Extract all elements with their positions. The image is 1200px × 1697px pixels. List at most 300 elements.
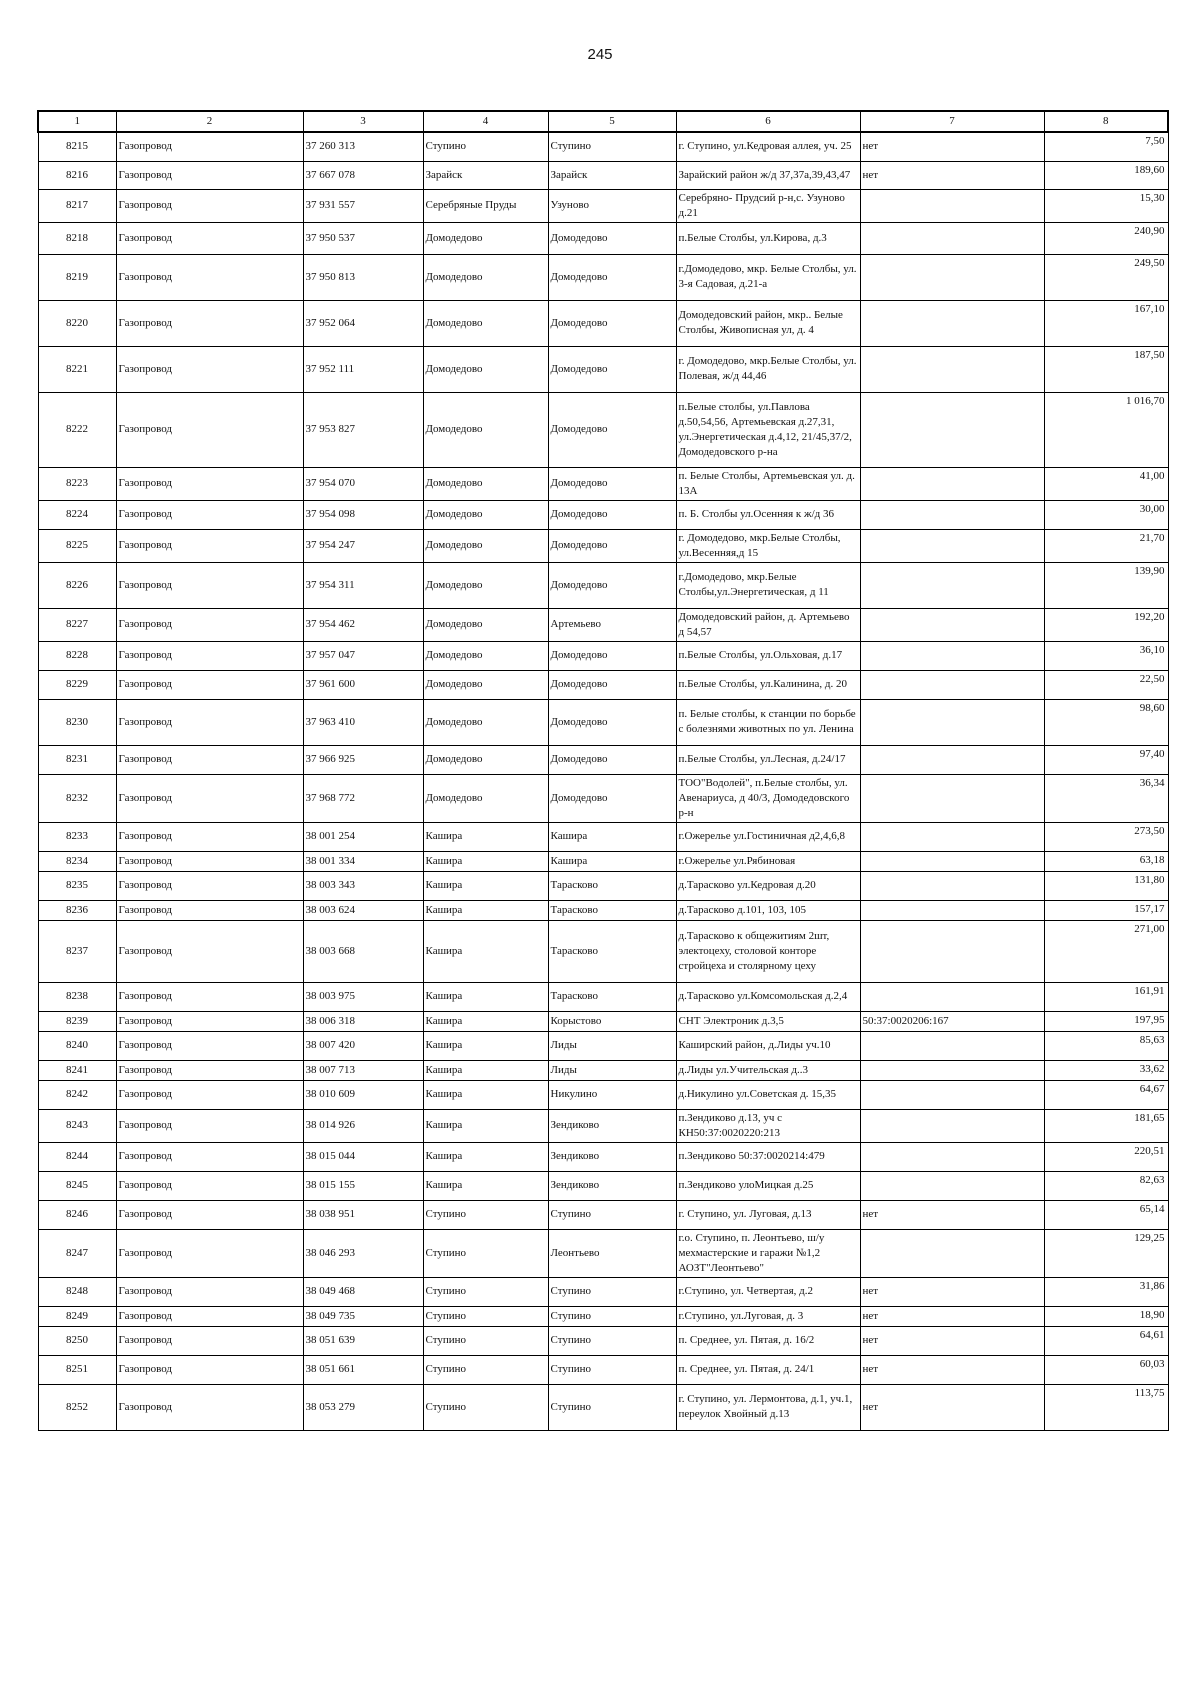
cell-object-type: Газопровод (116, 132, 303, 161)
cell-address: д.Тарасково д.101, 103, 105 (676, 900, 860, 920)
cell-value: 33,62 (1044, 1060, 1168, 1080)
cell-value: 65,14 (1044, 1200, 1168, 1229)
cell-object-type: Газопровод (116, 392, 303, 467)
cell-object-type: Газопровод (116, 1171, 303, 1200)
cell-cadastral-note (860, 871, 1044, 900)
cell-object-code: 38 006 318 (303, 1011, 423, 1031)
cell-object-code: 38 051 661 (303, 1355, 423, 1384)
cell-locality: Зендиково (548, 1109, 676, 1142)
cell-object-type: Газопровод (116, 699, 303, 745)
table-row (38, 500, 1168, 529)
cell-address: п.Зендиково д.13, уч с КН50:37:0020220:213 (676, 1109, 860, 1142)
cell-object-type: Газопровод (116, 1384, 303, 1430)
header-cell-1: 1 (38, 111, 116, 132)
cell-district: Зарайск (423, 161, 548, 189)
cell-address: Домодедовский район, мкр.. Белые Столбы, Живописная ул, д. 4 (676, 300, 860, 346)
cell-object-code: 37 954 070 (303, 467, 423, 500)
cell-locality: Тарасково (548, 871, 676, 900)
cell-address: г. Домодедово, мкр.Белые Столбы, ул. Полевая, ж/д 44,46 (676, 346, 860, 392)
cell-object-type: Газопровод (116, 500, 303, 529)
cell-object-code: 38 015 044 (303, 1142, 423, 1171)
cell-row-number: 8220 (38, 300, 116, 346)
cell-object-type: Газопровод (116, 346, 303, 392)
cell-object-code: 38 049 468 (303, 1277, 423, 1306)
cell-address: г.Ожерелье ул.Гостиничная д2,4,6,8 (676, 822, 860, 851)
table-row (38, 346, 1168, 392)
cell-row-number: 8216 (38, 161, 116, 189)
table-row (38, 822, 1168, 851)
cell-address: п.Белые столбы, ул.Павлова д.50,54,56, Артемьевская д.27,31, ул.Энергетическая д.4,12, 21/45,37/2, Домодедовского р-на (676, 392, 860, 467)
cell-cadastral-note (860, 822, 1044, 851)
cell-locality: Лиды (548, 1060, 676, 1080)
cell-address: п. Белые Столбы, Артемьевская ул. д. 13А (676, 467, 860, 500)
cell-object-code: 38 046 293 (303, 1229, 423, 1277)
table-row (38, 300, 1168, 346)
cell-value: 192,20 (1044, 608, 1168, 641)
table-row (38, 851, 1168, 871)
table-row (38, 1384, 1168, 1430)
cell-cadastral-note (860, 300, 1044, 346)
cell-value: 131,80 (1044, 871, 1168, 900)
cell-value: 21,70 (1044, 529, 1168, 562)
cell-cadastral-note: нет (860, 1200, 1044, 1229)
cell-cadastral-note (860, 467, 1044, 500)
cell-object-type: Газопровод (116, 1229, 303, 1277)
cell-locality: Домодедово (548, 346, 676, 392)
cell-object-type: Газопровод (116, 641, 303, 670)
cell-address: п.Зендиково 50:37:0020214:479 (676, 1142, 860, 1171)
cell-locality: Ступино (548, 1355, 676, 1384)
cell-row-number: 8221 (38, 346, 116, 392)
table-row (38, 900, 1168, 920)
cell-value: 63,18 (1044, 851, 1168, 871)
cell-cadastral-note (860, 1171, 1044, 1200)
cell-row-number: 8251 (38, 1355, 116, 1384)
cell-object-code: 38 001 334 (303, 851, 423, 871)
cell-locality: Домодедово (548, 500, 676, 529)
cell-district: Домодедово (423, 641, 548, 670)
cell-object-type: Газопровод (116, 1326, 303, 1355)
cell-value: 129,25 (1044, 1229, 1168, 1277)
cell-object-type: Газопровод (116, 189, 303, 222)
cell-value: 197,95 (1044, 1011, 1168, 1031)
table-row (38, 1229, 1168, 1277)
cell-district: Домодедово (423, 608, 548, 641)
table-row (38, 1326, 1168, 1355)
cell-locality: Тарасково (548, 920, 676, 982)
cell-district: Ступино (423, 1384, 548, 1430)
cell-object-type: Газопровод (116, 1080, 303, 1109)
cell-object-type: Газопровод (116, 562, 303, 608)
table-row (38, 670, 1168, 699)
cell-row-number: 8245 (38, 1171, 116, 1200)
table-row (38, 1355, 1168, 1384)
table-body (38, 132, 1168, 1430)
cell-district: Ступино (423, 1306, 548, 1326)
cell-row-number: 8231 (38, 745, 116, 774)
cell-locality: Домодедово (548, 300, 676, 346)
cell-object-code: 38 003 624 (303, 900, 423, 920)
cell-value: 18,90 (1044, 1306, 1168, 1326)
table-row (38, 1200, 1168, 1229)
cell-object-type: Газопровод (116, 1277, 303, 1306)
cell-row-number: 8223 (38, 467, 116, 500)
cell-district: Кашира (423, 1080, 548, 1109)
cell-locality: Зарайск (548, 161, 676, 189)
cell-cadastral-note (860, 699, 1044, 745)
cell-object-code: 38 053 279 (303, 1384, 423, 1430)
cell-value: 85,63 (1044, 1031, 1168, 1060)
cell-object-code: 38 007 713 (303, 1060, 423, 1080)
cell-row-number: 8242 (38, 1080, 116, 1109)
table-row (38, 641, 1168, 670)
cell-district: Домодедово (423, 254, 548, 300)
cell-cadastral-note (860, 1109, 1044, 1142)
table-row (38, 467, 1168, 500)
cell-cadastral-note: нет (860, 1355, 1044, 1384)
cell-object-code: 37 966 925 (303, 745, 423, 774)
cell-value: 1 016,70 (1044, 392, 1168, 467)
cell-district: Домодедово (423, 529, 548, 562)
table-row (38, 1306, 1168, 1326)
cell-cadastral-note (860, 920, 1044, 982)
cell-address: г. Ступино, ул. Луговая, д.13 (676, 1200, 860, 1229)
cell-district: Домодедово (423, 500, 548, 529)
cell-district: Ступино (423, 1355, 548, 1384)
cell-row-number: 8233 (38, 822, 116, 851)
cell-value: 113,75 (1044, 1384, 1168, 1430)
cell-object-code: 37 952 064 (303, 300, 423, 346)
cell-address: г. Домодедово, мкр.Белые Столбы, ул.Весенняя,д 15 (676, 529, 860, 562)
cell-row-number: 8234 (38, 851, 116, 871)
registry-table (37, 110, 1169, 1431)
cell-locality: Домодедово (548, 529, 676, 562)
cell-district: Домодедово (423, 745, 548, 774)
cell-cadastral-note (860, 1142, 1044, 1171)
cell-locality: Зендиково (548, 1142, 676, 1171)
cell-object-code: 38 001 254 (303, 822, 423, 851)
cell-cadastral-note: нет (860, 1306, 1044, 1326)
cell-cadastral-note: нет (860, 1277, 1044, 1306)
cell-address: п. Белые столбы, к станции по борьбе с болезнями животных по ул. Ленина (676, 699, 860, 745)
cell-object-code: 37 950 537 (303, 222, 423, 254)
cell-row-number: 8217 (38, 189, 116, 222)
table-row (38, 161, 1168, 189)
cell-district: Кашира (423, 1011, 548, 1031)
cell-object-type: Газопровод (116, 467, 303, 500)
cell-row-number: 8219 (38, 254, 116, 300)
cell-object-code: 38 015 155 (303, 1171, 423, 1200)
table-row (38, 871, 1168, 900)
cell-locality: Узуново (548, 189, 676, 222)
cell-cadastral-note (860, 529, 1044, 562)
cell-value: 60,03 (1044, 1355, 1168, 1384)
cell-district: Серебряные Пруды (423, 189, 548, 222)
cell-address: д.Тарасково ул.Кедровая д.20 (676, 871, 860, 900)
table-row (38, 1171, 1168, 1200)
table-row (38, 1142, 1168, 1171)
cell-cadastral-note (860, 346, 1044, 392)
cell-cadastral-note (860, 562, 1044, 608)
header-row (38, 111, 1168, 132)
header-cell-2: 2 (116, 111, 303, 132)
cell-locality: Домодедово (548, 699, 676, 745)
cell-cadastral-note (860, 254, 1044, 300)
cell-cadastral-note: 50:37:0020206:167 (860, 1011, 1044, 1031)
cell-object-type: Газопровод (116, 608, 303, 641)
cell-object-type: Газопровод (116, 300, 303, 346)
cell-district: Домодедово (423, 300, 548, 346)
cell-row-number: 8241 (38, 1060, 116, 1080)
cell-address: г.Ожерелье ул.Рябиновая (676, 851, 860, 871)
cell-row-number: 8215 (38, 132, 116, 161)
cell-object-type: Газопровод (116, 851, 303, 871)
cell-object-type: Газопровод (116, 822, 303, 851)
cell-address: г.Домодедово, мкр.Белые Столбы,ул.Энергетическая, д 11 (676, 562, 860, 608)
cell-locality: Ступино (548, 1384, 676, 1430)
cell-row-number: 8236 (38, 900, 116, 920)
cell-address: д.Тарасково ул.Комсомольская д.2,4 (676, 982, 860, 1011)
cell-row-number: 8226 (38, 562, 116, 608)
cell-object-code: 37 260 313 (303, 132, 423, 161)
cell-district: Ступино (423, 1326, 548, 1355)
table-row (38, 920, 1168, 982)
cell-row-number: 8218 (38, 222, 116, 254)
cell-cadastral-note (860, 222, 1044, 254)
header-cell-7: 7 (860, 111, 1044, 132)
cell-object-type: Газопровод (116, 670, 303, 699)
cell-locality: Артемьево (548, 608, 676, 641)
cell-object-code: 37 931 557 (303, 189, 423, 222)
cell-object-type: Газопровод (116, 774, 303, 822)
cell-locality: Ступино (548, 1277, 676, 1306)
header-cell-4: 4 (423, 111, 548, 132)
cell-object-code: 38 051 639 (303, 1326, 423, 1355)
cell-address: Серебряно- Прудсий р-н,с. Узуново д.21 (676, 189, 860, 222)
table-row (38, 1080, 1168, 1109)
cell-row-number: 8244 (38, 1142, 116, 1171)
header-cell-5: 5 (548, 111, 676, 132)
cell-locality: Домодедово (548, 222, 676, 254)
cell-object-type: Газопровод (116, 1109, 303, 1142)
cell-address: п. Среднее, ул. Пятая, д. 16/2 (676, 1326, 860, 1355)
cell-object-type: Газопровод (116, 1060, 303, 1080)
cell-object-type: Газопровод (116, 1142, 303, 1171)
table-row (38, 1031, 1168, 1060)
cell-value: 181,65 (1044, 1109, 1168, 1142)
cell-row-number: 8252 (38, 1384, 116, 1430)
cell-row-number: 8225 (38, 529, 116, 562)
cell-district: Кашира (423, 900, 548, 920)
cell-address: Каширский район, д.Лиды уч.10 (676, 1031, 860, 1060)
cell-address: г.Домодедово, мкр. Белые Столбы, ул. 3-я Садовая, д.21-а (676, 254, 860, 300)
cell-locality: Леонтьево (548, 1229, 676, 1277)
cell-object-type: Газопровод (116, 1306, 303, 1326)
table-row (38, 1109, 1168, 1142)
cell-cadastral-note (860, 1060, 1044, 1080)
cell-object-code: 37 667 078 (303, 161, 423, 189)
cell-district: Домодедово (423, 774, 548, 822)
table-row (38, 254, 1168, 300)
cell-object-code: 37 968 772 (303, 774, 423, 822)
cell-value: 97,40 (1044, 745, 1168, 774)
cell-value: 64,61 (1044, 1326, 1168, 1355)
cell-address: г. Ступино, ул.Кедровая аллея, уч. 25 (676, 132, 860, 161)
cell-object-code: 38 003 343 (303, 871, 423, 900)
cell-value: 22,50 (1044, 670, 1168, 699)
cell-row-number: 8229 (38, 670, 116, 699)
cell-object-type: Газопровод (116, 900, 303, 920)
table-row (38, 699, 1168, 745)
cell-address: п. Б. Столбы ул.Осенняя к ж/д 36 (676, 500, 860, 529)
cell-value: 98,60 (1044, 699, 1168, 745)
cell-row-number: 8224 (38, 500, 116, 529)
cell-locality: Ступино (548, 1306, 676, 1326)
cell-cadastral-note (860, 900, 1044, 920)
cell-cadastral-note (860, 1080, 1044, 1109)
header-cell-6: 6 (676, 111, 860, 132)
cell-object-type: Газопровод (116, 1031, 303, 1060)
cell-object-code: 37 961 600 (303, 670, 423, 699)
cell-row-number: 8239 (38, 1011, 116, 1031)
table-row (38, 189, 1168, 222)
cell-value: 189,60 (1044, 161, 1168, 189)
cell-address: д.Никулино ул.Советская д. 15,35 (676, 1080, 860, 1109)
cell-cadastral-note (860, 1229, 1044, 1277)
cell-district: Ступино (423, 132, 548, 161)
cell-cadastral-note (860, 1031, 1044, 1060)
cell-row-number: 8222 (38, 392, 116, 467)
cell-address: п.Белые Столбы, ул.Ольховая, д.17 (676, 641, 860, 670)
cell-district: Домодедово (423, 699, 548, 745)
cell-district: Кашира (423, 920, 548, 982)
cell-cadastral-note: нет (860, 161, 1044, 189)
table-row (38, 982, 1168, 1011)
cell-object-type: Газопровод (116, 1355, 303, 1384)
cell-object-type: Газопровод (116, 745, 303, 774)
cell-cadastral-note (860, 745, 1044, 774)
cell-locality: Корыстово (548, 1011, 676, 1031)
cell-locality: Домодедово (548, 641, 676, 670)
cell-row-number: 8248 (38, 1277, 116, 1306)
cell-row-number: 8227 (38, 608, 116, 641)
cell-row-number: 8246 (38, 1200, 116, 1229)
cell-cadastral-note (860, 500, 1044, 529)
cell-value: 240,90 (1044, 222, 1168, 254)
cell-cadastral-note (860, 392, 1044, 467)
cell-cadastral-note (860, 189, 1044, 222)
table-header (38, 111, 1168, 132)
table-row (38, 562, 1168, 608)
cell-cadastral-note (860, 982, 1044, 1011)
cell-locality: Домодедово (548, 774, 676, 822)
cell-object-code: 38 003 975 (303, 982, 423, 1011)
cell-locality: Тарасково (548, 982, 676, 1011)
cell-cadastral-note (860, 851, 1044, 871)
table-row (38, 774, 1168, 822)
cell-object-type: Газопровод (116, 920, 303, 982)
cell-value: 30,00 (1044, 500, 1168, 529)
cell-district: Кашира (423, 982, 548, 1011)
cell-address: г.Ступино, ул. Четвертая, д.2 (676, 1277, 860, 1306)
cell-value: 41,00 (1044, 467, 1168, 500)
cell-cadastral-note (860, 608, 1044, 641)
cell-cadastral-note (860, 670, 1044, 699)
table-row (38, 1277, 1168, 1306)
cell-locality: Лиды (548, 1031, 676, 1060)
table-row (38, 608, 1168, 641)
cell-cadastral-note: нет (860, 1384, 1044, 1430)
cell-object-type: Газопровод (116, 222, 303, 254)
cell-row-number: 8237 (38, 920, 116, 982)
cell-locality: Кашира (548, 851, 676, 871)
cell-object-type: Газопровод (116, 161, 303, 189)
cell-address: Зарайский район ж/д 37,37а,39,43,47 (676, 161, 860, 189)
cell-locality: Домодедово (548, 562, 676, 608)
cell-object-code: 37 950 813 (303, 254, 423, 300)
cell-address: п.Белые Столбы, ул.Кирова, д.3 (676, 222, 860, 254)
page-number: 245 (587, 46, 613, 63)
cell-district: Ступино (423, 1277, 548, 1306)
cell-district: Кашира (423, 822, 548, 851)
cell-address: г. Ступино, ул. Лермонтова, д.1, уч.1, переулок Хвойный д.13 (676, 1384, 860, 1430)
cell-locality: Домодедово (548, 392, 676, 467)
cell-address: п.Зендиково улоМицкая д.25 (676, 1171, 860, 1200)
cell-address: г.о. Ступино, п. Леонтьево, ш/у мехмастерские и гаражи №1,2 АОЗТ"Леонтьево" (676, 1229, 860, 1277)
header-cell-8: 8 (1044, 111, 1168, 132)
table-row (38, 529, 1168, 562)
cell-district: Домодедово (423, 562, 548, 608)
cell-object-code: 37 954 311 (303, 562, 423, 608)
cell-address: г.Ступино, ул.Луговая, д. 3 (676, 1306, 860, 1326)
cell-object-code: 37 952 111 (303, 346, 423, 392)
cell-district: Домодедово (423, 392, 548, 467)
cell-district: Кашира (423, 1060, 548, 1080)
cell-address: п.Белые Столбы, ул.Калинина, д. 20 (676, 670, 860, 699)
cell-object-code: 38 038 951 (303, 1200, 423, 1229)
cell-value: 36,10 (1044, 641, 1168, 670)
cell-object-code: 37 957 047 (303, 641, 423, 670)
table-row (38, 222, 1168, 254)
cell-district: Домодедово (423, 222, 548, 254)
table-row (38, 745, 1168, 774)
cell-row-number: 8240 (38, 1031, 116, 1060)
table-row (38, 392, 1168, 467)
cell-address: Домодедовский район, д. Артемьево д 54,57 (676, 608, 860, 641)
table-row (38, 132, 1168, 161)
cell-locality: Никулино (548, 1080, 676, 1109)
cell-object-code: 38 003 668 (303, 920, 423, 982)
table-row (38, 1011, 1168, 1031)
cell-district: Домодедово (423, 467, 548, 500)
cell-row-number: 8238 (38, 982, 116, 1011)
cell-locality: Ступино (548, 1200, 676, 1229)
cell-object-type: Газопровод (116, 529, 303, 562)
cell-value: 82,63 (1044, 1171, 1168, 1200)
table-row (38, 1060, 1168, 1080)
cell-object-type: Газопровод (116, 1011, 303, 1031)
cell-district: Ступино (423, 1200, 548, 1229)
cell-district: Кашира (423, 1109, 548, 1142)
cell-locality: Домодедово (548, 745, 676, 774)
cell-value: 249,50 (1044, 254, 1168, 300)
cell-locality: Домодедово (548, 670, 676, 699)
cell-district: Кашира (423, 871, 548, 900)
cell-row-number: 8247 (38, 1229, 116, 1277)
cell-value: 36,34 (1044, 774, 1168, 822)
cell-cadastral-note (860, 641, 1044, 670)
cell-row-number: 8235 (38, 871, 116, 900)
